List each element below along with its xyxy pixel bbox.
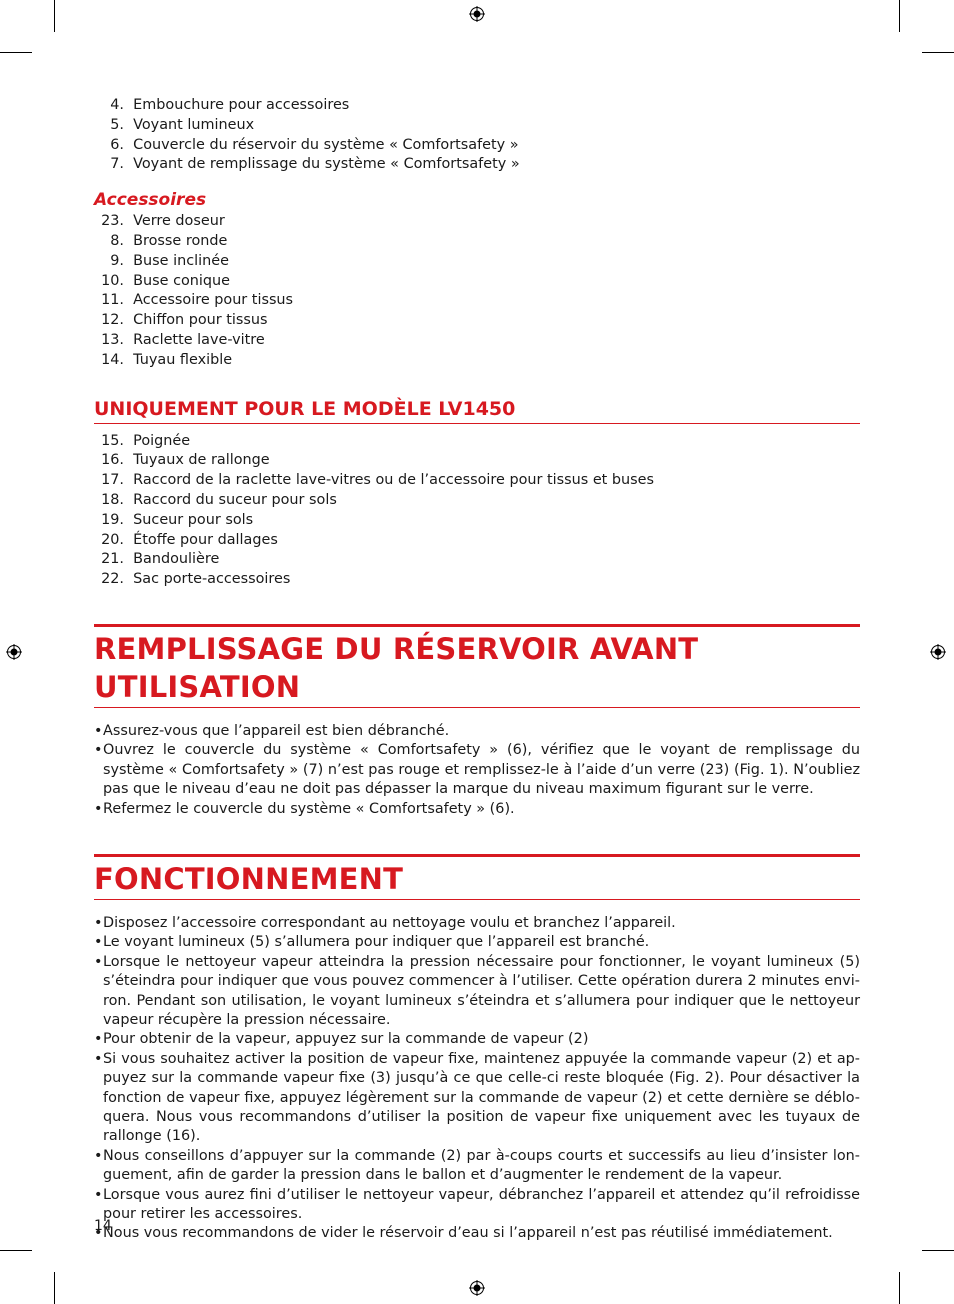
item-number: 22. (101, 571, 124, 588)
list-item (94, 291, 860, 311)
list-item (94, 570, 860, 590)
item-number: 4. (110, 97, 124, 113)
item-label: Bandoulière (133, 551, 220, 568)
item-label: Couvercle du réservoir du système « Comfortsafety » (133, 136, 519, 153)
list-item (94, 511, 860, 531)
filling-section-title: REMPLISSAGE DU RÉSERVOIR AVANT UTILISATION (94, 624, 860, 708)
list-item (94, 212, 860, 232)
item-label: Voyant lumineux (133, 116, 255, 133)
item-number: 21. (101, 551, 124, 568)
bullet-item: • Lorsque vous aurez fini d’utiliser le nettoyeur vapeur, débranchez l’appareil et attendez qu’il refroidisse pour retirer les accessoires. (94, 1186, 860, 1225)
crop-mark (922, 1250, 954, 1251)
bullet-item: • Si vous souhaitez activer la position de vapeur fixe, maintenez appuyée la commande vapeur (2) et ap-puyez sur la commande vapeur fixe (3) jusqu’à ce que celle-ci reste bloquée (Fig. 2). Pour désactiver la fonction de vapeur fixe, appuyez légèrement sur la commande de vapeur (2) et cette dernière se déblo-quera. Nous vous recommandons d’utiliser la position de vapeur fixe uniquement avec les tuyaux de rallonge (16). (94, 1050, 860, 1147)
item-label: Buse conique (133, 272, 231, 289)
item-label: Verre doseur (133, 213, 225, 230)
list-item (94, 331, 860, 351)
crop-mark (0, 52, 32, 53)
item-label: Embouchure pour accessoires (133, 97, 350, 113)
filling-bullets (94, 722, 860, 819)
bullet-item: • Refermez le couvercle du système « Comfortsafety » (6). (94, 800, 860, 819)
crop-mark (54, 1272, 55, 1304)
item-number: 5. (110, 116, 124, 133)
registration-mark-icon (469, 1280, 485, 1296)
list-item (94, 155, 860, 175)
item-label: Buse inclinée (133, 252, 229, 269)
registration-mark-icon (469, 6, 485, 22)
crop-mark (899, 1272, 900, 1304)
item-label: Raccord de la raclette lave-vitres ou de l’accessoire pour tissus et buses (133, 472, 655, 489)
bullet-item: • Disposez l’accessoire correspondant au nettoyage voulu et branchez l’appareil. (94, 914, 860, 933)
registration-mark-icon (6, 644, 22, 660)
accessories-title: Accessoires (94, 190, 207, 211)
item-number: 6. (110, 136, 124, 153)
accessories-list (94, 212, 860, 370)
crop-mark (899, 0, 900, 32)
item-number: 13. (101, 331, 124, 348)
parts-list (94, 96, 860, 175)
item-number: 15. (101, 432, 124, 449)
item-number: 17. (101, 472, 124, 489)
list-item (94, 116, 860, 136)
item-number: 12. (101, 312, 124, 329)
bullet-item: • Le voyant lumineux (5) s’allumera pour indiquer que l’appareil est branché. (94, 933, 860, 952)
bullet-item: • Nous vous recommandons de vider le réservoir d’eau si l’appareil n’est pas réutilisé immédiatement. (94, 1224, 860, 1243)
item-label: Tuyaux de rallonge (133, 452, 270, 469)
list-item (94, 491, 860, 511)
list-item (94, 96, 860, 116)
item-number: 8. (110, 232, 124, 249)
crop-mark (0, 1250, 32, 1251)
list-item (94, 252, 860, 272)
operation-section-title: FONCTIONNEMENT (94, 854, 860, 900)
list-item (94, 451, 860, 471)
crop-mark (922, 52, 954, 53)
item-label: Tuyau flexible (133, 351, 233, 368)
list-item (94, 232, 860, 252)
list-item (94, 550, 860, 570)
item-label: Chiffon pour tissus (133, 312, 268, 329)
item-number: 14. (101, 351, 124, 368)
page-content (94, 96, 860, 1244)
page-number: 14 (94, 1218, 112, 1234)
item-label: Poignée (133, 432, 191, 449)
item-label: Raclette lave-vitre (133, 331, 265, 348)
list-item (94, 136, 860, 156)
bullet-item: • Lorsque le nettoyeur vapeur atteindra la pression nécessaire pour fonctionner, le voyant lumineux (5) s’éteindra pour indiquer que vous pouvez commencer à l’utiliser. Cette opération durera 2 minutes envi-ron. Pendant son utilisation, le voyant lumineux s’éteindra et s’allumera pour indiquer que le nettoyeur vapeur récupère la pression nécessaire. (94, 953, 860, 1031)
model-section-title: UNIQUEMENT POUR LE MODÈLE LV1450 (94, 397, 860, 424)
list-item (94, 471, 860, 491)
item-number: 19. (101, 511, 124, 528)
item-number: 9. (110, 252, 124, 269)
item-number: 18. (101, 491, 124, 508)
item-number: 7. (110, 156, 124, 173)
item-number: 11. (101, 292, 124, 309)
item-number: 10. (101, 272, 124, 289)
list-item (94, 351, 860, 371)
crop-mark (54, 0, 55, 32)
item-label: Brosse ronde (133, 232, 228, 249)
item-label: Accessoire pour tissus (133, 292, 294, 309)
item-label: Étoffe pour dallages (133, 531, 278, 548)
item-label: Raccord du suceur pour sols (133, 491, 337, 508)
registration-mark-icon (930, 644, 946, 660)
item-label: Sac porte-accessoires (133, 571, 291, 588)
model-parts-list (94, 432, 860, 590)
list-item (94, 272, 860, 292)
list-item (94, 311, 860, 331)
list-item (94, 531, 860, 551)
item-number: 20. (101, 531, 124, 548)
bullet-item: • Ouvrez le couvercle du système « Comfortsafety » (6), vérifiez que le voyant de remplissage du système « Comfortsafety » (7) n’est pas rouge et remplissez-le à l’aide d’un verre (23) (Fig. 1). N’oubliez pas que le niveau d’eau ne doit pas dépasser la marque du niveau maximum figurant sur le verre. (94, 741, 860, 799)
list-item (94, 432, 860, 452)
item-number: 23. (101, 213, 124, 230)
bullet-item: • Assurez-vous que l’appareil est bien débranché. (94, 722, 860, 741)
item-label: Suceur pour sols (133, 511, 254, 528)
bullet-item: • Pour obtenir de la vapeur, appuyez sur la commande de vapeur (2) (94, 1030, 860, 1049)
item-label: Voyant de remplissage du système « Comfortsafety » (133, 156, 520, 173)
item-number: 16. (101, 452, 124, 469)
bullet-item: • Nous conseillons d’appuyer sur la commande (2) par à-coups courts et successifs au lieu d’insister lon-guement, afin de garder la pression dans le ballon et d’augmenter le rendement de la vapeur. (94, 1147, 860, 1186)
operation-bullets (94, 914, 860, 1244)
